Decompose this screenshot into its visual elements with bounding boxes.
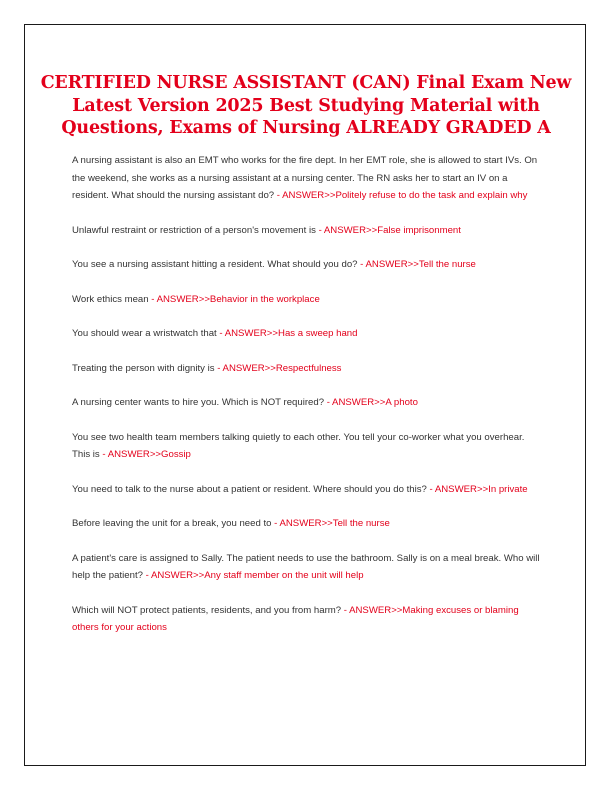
answer-separator: - ANSWER>> — [216, 328, 279, 339]
answer-text: Making excuses or blaming others for your actions — [72, 604, 519, 633]
qa-item — [72, 394, 544, 412]
qa-item — [72, 152, 544, 205]
answer-separator: - ANSWER>> — [142, 570, 205, 581]
answer-text: False imprisonment — [377, 224, 461, 236]
question-text: You see two health team members talking quietly to each other. You tell your co-worker what you overhear. This is — [72, 431, 525, 460]
qa-list — [72, 152, 544, 654]
document-title: CERTIFIED NURSE ASSISTANT (CAN) Final Exam New Latest Version 2025 Best Studying Material with Questions, Exams of Nursing ALREADY GRADED A — [40, 73, 572, 138]
answer-separator: - ANSWER>> — [315, 224, 378, 236]
answer-separator: - ANSWER>> — [324, 397, 386, 408]
question-text: Work ethics mean — [72, 293, 149, 305]
qa-item — [72, 550, 544, 585]
answer-text: Behavior in the workplace — [209, 293, 320, 305]
answer-separator: - ANSWER>> — [271, 518, 333, 529]
answer-text: Tell the nurse — [418, 259, 476, 270]
answer-text: Gossip — [161, 449, 191, 460]
question-text: A nursing assistant is also an EMT who works for the fire dept. In her EMT role, she is allowed to start IVs. On the weekend, she works as a nursing assistant at a nursing center. The RN asks her to start an IV on a resident. What should the nursing assistant do? — [72, 155, 538, 201]
qa-item — [72, 325, 544, 343]
answer-separator: - ANSWER>> — [274, 190, 336, 201]
answer-text: Politely refuse to do the task and explain why — [335, 190, 528, 201]
answer-separator: - ANSWER>> — [426, 483, 489, 495]
answer-text: Any staff member on the unit will help — [204, 570, 364, 581]
question-text: You see a nursing assistant hitting a resident. What should you do? — [72, 259, 358, 270]
answer-text: A photo — [385, 397, 418, 408]
question-text: Unlawful restraint or restriction of a person's movement is — [72, 224, 316, 236]
qa-item — [72, 429, 544, 464]
qa-item — [72, 360, 544, 378]
answer-separator: - ANSWER>> — [341, 604, 403, 616]
answer-separator: - ANSWER>> — [148, 293, 210, 305]
question-text: You should wear a wristwatch that — [72, 328, 217, 339]
answer-separator: - ANSWER>> — [357, 259, 419, 270]
question-text: Before leaving the unit for a break, you need to — [72, 518, 272, 529]
qa-item — [72, 291, 544, 309]
answer-separator: - ANSWER>> — [99, 449, 162, 460]
answer-text: Respectfulness — [275, 362, 342, 374]
answer-text: In private — [488, 483, 528, 495]
question-text: Which will NOT protect patients, residents, and you from harm? — [72, 604, 342, 616]
question-text: A nursing center wants to hire you. Which is NOT required? — [72, 397, 325, 408]
qa-item — [72, 222, 544, 240]
answer-separator: - ANSWER>> — [214, 362, 276, 374]
question-text: A patient's care is assigned to Sally. The patient needs to use the bathroom. Sally is on a meal break. Who will help the patient? — [72, 552, 540, 581]
answer-text: Has a sweep hand — [278, 328, 358, 339]
answer-text: Tell the nurse — [332, 518, 390, 529]
question-text: You need to talk to the nurse about a patient or resident. Where should you do this? — [72, 483, 427, 495]
qa-item — [72, 515, 544, 533]
qa-item — [72, 481, 544, 499]
qa-item — [72, 256, 544, 274]
question-text: Treating the person with dignity is — [72, 362, 215, 374]
qa-item — [72, 602, 544, 637]
